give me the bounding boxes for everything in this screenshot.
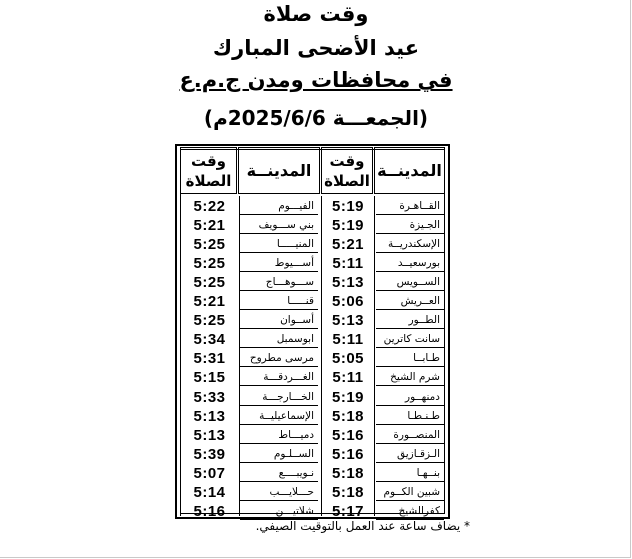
time-right: 5:11	[332, 369, 364, 387]
time-right: 5:19	[331, 198, 365, 215]
time-left: 5:22	[193, 198, 226, 215]
time-right: 5:13	[331, 312, 365, 330]
city-right: الإسكندريــة	[376, 236, 444, 253]
time-right: 5:11	[332, 331, 364, 349]
city-right: شرم الشيخ	[376, 369, 444, 386]
city-right: الـزقـازيق	[376, 446, 444, 463]
time-right: 5:19	[331, 217, 365, 235]
city-right: كفرالشيخ	[376, 503, 444, 520]
city-left: أســـيوط	[240, 255, 318, 272]
city-right: طـابــا	[376, 350, 444, 367]
date-line: (الجمعـــة 2025/6/6م)	[203, 106, 429, 130]
header-time-right: وقت الصلاة	[321, 147, 373, 194]
time-right: 5:18	[331, 464, 365, 482]
time-right: 5:06	[331, 293, 365, 311]
header-city-right: المدينــة	[374, 147, 445, 194]
time-right: 5:11	[332, 255, 364, 273]
region-subtitle: في محافظات ومدن ج.م.ع	[179, 68, 453, 92]
city-left: أســوان	[240, 312, 318, 329]
city-right: طـنـطـا	[376, 408, 444, 425]
city-right: الجـيزة	[376, 217, 444, 234]
time-left: 5:25	[193, 236, 226, 254]
time-left: 5:21	[193, 293, 226, 311]
city-right: سانت كاترين	[376, 331, 444, 348]
city-left: نـويبــــع	[240, 465, 318, 482]
city-right: الســويس	[376, 274, 444, 291]
time-left: 5:34	[193, 331, 226, 349]
time-left: 5:25	[193, 255, 226, 273]
column-divider	[180, 196, 181, 516]
time-left: 5:15	[193, 369, 226, 387]
time-right: 5:21	[331, 236, 365, 254]
time-left: 5:31	[193, 350, 226, 368]
city-left: الفيـــوم	[240, 198, 318, 215]
footnote: * يضاف ساعة عند العمل بالتوقيت الصيفي.	[255, 519, 470, 533]
time-left: 5:39	[193, 445, 226, 463]
time-right: 5:13	[331, 274, 365, 292]
city-right: القــاهـرة	[376, 198, 444, 215]
time-right: 5:19	[331, 388, 365, 406]
city-left: قنـــــا	[240, 293, 318, 310]
city-right: بنــهـا	[376, 465, 444, 482]
time-left: 5:21	[193, 217, 226, 235]
city-left: الســلـوم	[240, 446, 318, 463]
city-left: ســـوهـــاج	[240, 274, 318, 291]
time-left: 5:14	[193, 483, 226, 501]
city-right: بورسعيــد	[376, 255, 444, 272]
city-left: شلاتيـــن	[240, 503, 318, 520]
city-left: حـــلايـــب	[240, 484, 318, 501]
city-left: الغـــردقـــة	[240, 369, 318, 386]
column-divider	[374, 196, 375, 516]
time-right: 5:18	[331, 407, 365, 425]
column-divider	[239, 196, 240, 516]
city-right: دمنهــور	[376, 389, 444, 406]
time-left: 5:25	[193, 312, 226, 330]
city-right: العــريش	[376, 293, 444, 310]
city-left: الإسماعيليــة	[240, 408, 318, 425]
time-left: 5:13	[193, 407, 226, 425]
city-left: دميـــاط	[240, 427, 318, 444]
time-left: 5:13	[193, 426, 226, 444]
page-title: وقت صلاة	[263, 2, 369, 26]
time-right: 5:16	[331, 426, 365, 444]
city-left: مرسى مطروح	[240, 350, 318, 367]
city-left: الخـــارجـــة	[240, 389, 318, 406]
time-left: 5:25	[193, 274, 226, 292]
header-time-left: وقت الصلاة	[180, 147, 237, 194]
time-right: 5:18	[331, 483, 365, 501]
city-right: شبين الكــوم	[376, 484, 444, 501]
header-city-left: المدينــة	[238, 147, 320, 194]
occasion-title: عيد الأضحى المبارك	[212, 36, 420, 60]
column-divider	[321, 196, 322, 516]
time-left: 5:07	[193, 464, 226, 482]
time-right: 5:05	[331, 350, 365, 368]
time-right: 5:17	[331, 502, 365, 520]
time-left: 5:16	[193, 502, 226, 520]
city-right: المنصــورة	[376, 427, 444, 444]
city-right: الطــور	[376, 312, 444, 329]
time-right: 5:16	[331, 445, 365, 463]
time-left: 5:33	[193, 388, 226, 406]
city-left: ابوسمبل	[240, 331, 318, 348]
city-left: المنيـــــا	[240, 236, 318, 253]
city-left: بني ســـويف	[240, 217, 318, 234]
